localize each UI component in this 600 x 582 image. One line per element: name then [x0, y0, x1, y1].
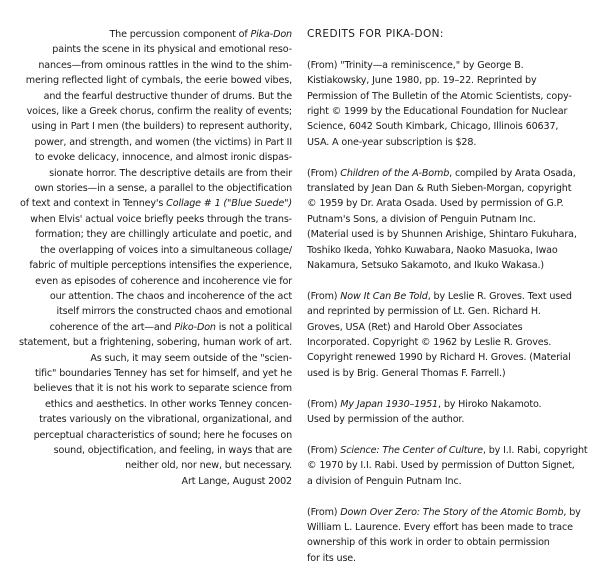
essay-line: nances—from ominous rattles in the wind to the shim- [38, 59, 292, 71]
credit-line: © 1970 by I.I. Rabi. Used by permission of Dutton Signet, [307, 460, 575, 472]
credit-line: translated by Jean Dan & Ruth Sieben-Morgan, copyright [307, 183, 572, 195]
italic-title: Children of the A-Bomb [340, 167, 450, 179]
essay-line: of text and context in Tenney's Collage # 1 ("Blue Suede") [20, 198, 292, 210]
essay-line: sound, objectification, and feeling, in ways that are [53, 444, 292, 456]
essay-line: believes that it is not his work to separate science from [33, 383, 292, 395]
essay-line: our attention. The chaos and incoherence of the act [49, 290, 292, 302]
credit-entry [307, 289, 592, 381]
essay-line: fabric of multiple perceptions intensifies the experience, [29, 260, 292, 272]
credit-line: © 1959 by Dr. Arata Osada. Used by permission of G.P. [307, 198, 564, 210]
essay-line: and the fearful destructive thunder of drums. But the [43, 90, 292, 102]
credit-line: Copyright renewed 1990 by Richard H. Groves. (Material [307, 352, 571, 364]
credit-line: Groves, USA (Ret) and Harold Ober Associates [307, 321, 523, 333]
essay-line: Art Lange, August 2002 [181, 475, 292, 487]
credit-line: (From) Science: The Center of Culture, by I.I. Rabi, copyright [307, 444, 588, 456]
essay-line: own stories—in a sense, a parallel to the objectification [34, 183, 292, 195]
credit-line: (From) Down Over Zero: The Story of the Atomic Bomb, by [307, 506, 581, 518]
essay-line: neither old, nor new, but necessary. [125, 460, 292, 472]
credit-line: Toshiko Ikeda, Yohko Kuwabara, Naoko Masuoka, Iwao [307, 244, 558, 256]
essay-line: As such, it may seem outside of the "scien- [90, 352, 292, 364]
credit-line: ownership of this work in order to obtain permission [307, 537, 550, 549]
credit-line: (From) Now It Can Be Told, by Leslie R. Groves. Text used [307, 290, 572, 302]
italic-title: Down Over Zero: The Story of the Atomic Bomb [340, 506, 564, 518]
italic-title: Now It Can Be Told [340, 290, 428, 302]
credit-line: Used by permission of the author. [307, 414, 465, 426]
essay-line: The percussion component of Pika-Don [109, 29, 292, 40]
credit-line: used is by Brig. General Thomas F. Farrell.) [307, 367, 506, 379]
essay-line: formation; they are chillingly articulate and poetic, and [35, 229, 292, 241]
essay-line: statement, but a frightening, sobering, human work of art. [19, 337, 292, 349]
credit-line: for its use. [307, 552, 356, 564]
credit-line: USA. A one-year subscription is $28. [307, 136, 477, 148]
credit-entry [307, 58, 592, 150]
credit-line: (From) My Japan 1930–1951, by Hiroko Nakamoto. [307, 398, 542, 410]
italic-title: Collage # 1 ("Blue Suede") [166, 198, 292, 210]
essay-line: power, and strength, and women (the victims) in Part II [34, 136, 292, 148]
credit-line: Science, 6042 South Kimbark, Chicago, Illinois 60637, [307, 121, 559, 133]
credit-entry [307, 443, 592, 489]
credit-line: William L. Laurence. Every effort has been made to trace [307, 521, 573, 533]
essay-line: tific" boundaries Tenney has set for himself, and yet he [35, 367, 292, 379]
credits-column [307, 27, 592, 582]
italic-title: My Japan 1930–1951 [340, 398, 439, 410]
credit-line: (Material used is by Shunnen Arishige, Shintaro Fukuhara, [307, 229, 577, 241]
credit-line: a division of Penguin Putnam Inc. [307, 475, 462, 487]
credit-line: right © 1999 by the Educational Foundation for Nuclear [307, 106, 568, 118]
credit-entry [307, 397, 592, 428]
essay-line: ethics and aesthetics. In other works Tenney concen- [44, 398, 292, 410]
essay-line: itself mirrors the constructed chaos and emotional [56, 306, 292, 318]
essay-line: voices, like a Greek chorus, confirm the reality of events; [26, 106, 292, 118]
essay-line: when Elvis' actual voice briefly peeks through the trans- [30, 213, 292, 225]
credit-line: Putnam's Sons, a division of Penguin Putnam Inc. [307, 213, 536, 225]
essay-line: even as episodes of coherence and incoherence vie for [35, 275, 292, 287]
credit-entry [307, 505, 592, 567]
essay-column [12, 27, 292, 489]
essay-line: mering reflected light of cymbals, the eerie bowed vibes, [25, 75, 292, 87]
essay-line: the overlapping of voices into a simultaneous collage/ [40, 244, 292, 256]
essay-line: paints the scene in its physical and emotional reso- [52, 44, 292, 56]
credit-entry [307, 166, 592, 274]
credit-line: Incorporated. Copyright © 1962 by Leslie R. Groves. [307, 337, 552, 349]
credits-list [307, 58, 592, 566]
credit-line: and reprinted by permission of Lt. Gen. Richard H. [307, 306, 541, 318]
essay-line: to evoke delicacy, innocence, and almost ironic dispas- [35, 152, 292, 164]
essay-line: using in Part I men (the builders) to represent authority, [31, 121, 292, 133]
italic-title: Pika-Don [250, 29, 292, 40]
credits-heading: CREDITS FOR PIKA-DON: [307, 28, 444, 40]
credit-line: (From) Children of the A-Bomb, compiled by Arata Osada, [307, 167, 576, 179]
essay-line: sionate horror. The descriptive details are from their [49, 167, 292, 179]
credit-line: Kistiakowsky, June 1980, pp. 19–22. Reprinted by [307, 75, 537, 87]
credit-line: Nakamura, Setsuko Sakamoto, and Ikuko Wakasa.) [307, 260, 545, 272]
italic-title: Science: The Center of Culture [340, 444, 483, 456]
essay-line: trates variously on the vibrational, organizational, and [39, 414, 292, 426]
credit-line: Permission of The Bulletin of the Atomic Scientists, copy- [307, 90, 572, 102]
italic-title: Piko-Don [174, 321, 216, 333]
essay-line: perceptual characteristics of sound; here he focuses on [33, 429, 292, 441]
essay-line: coherence of the art—and Piko-Don is not a political [49, 321, 292, 333]
credit-line: (From) "Trinity—a reminiscence," by George B. [307, 59, 524, 71]
